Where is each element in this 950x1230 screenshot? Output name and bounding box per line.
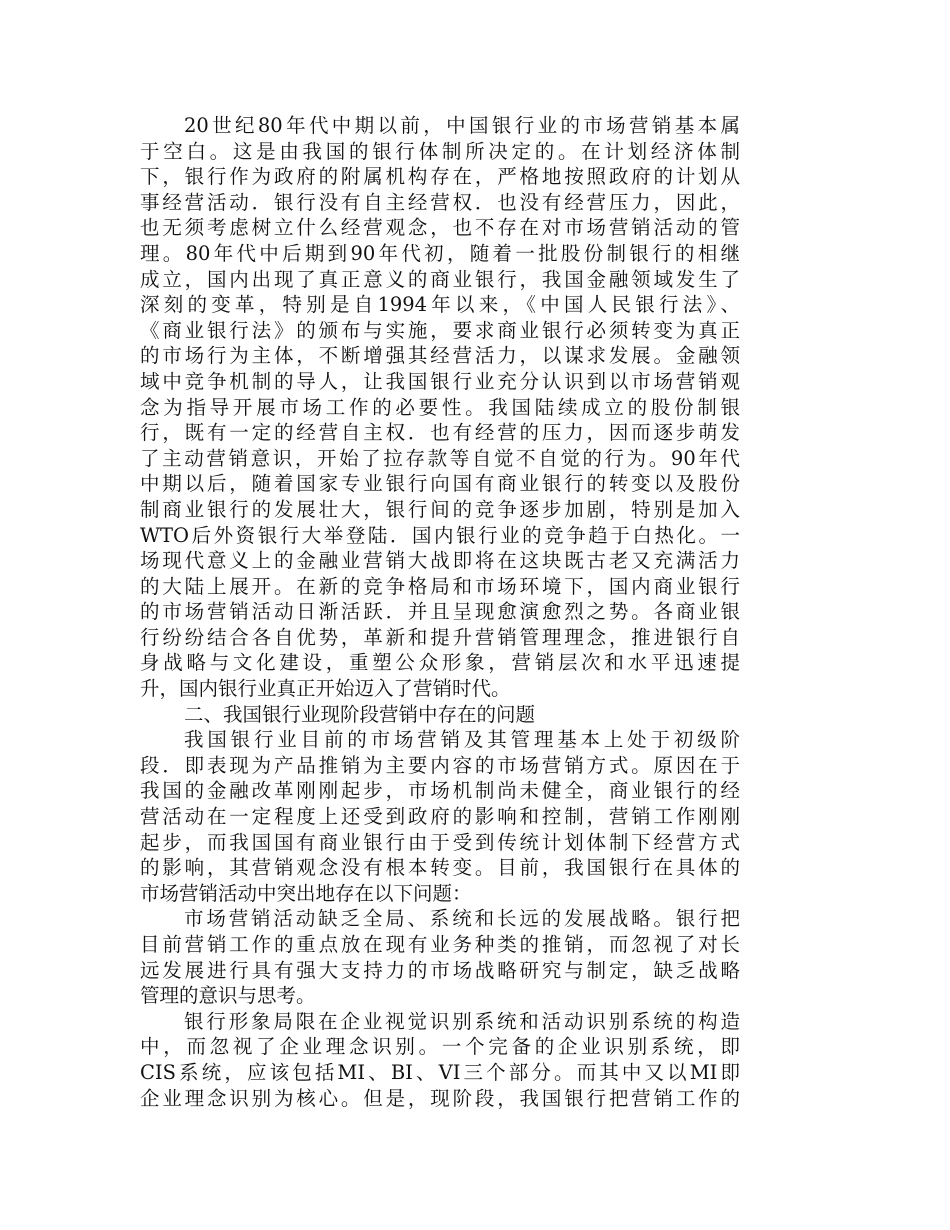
text-line: 成立，国内出现了真正意义的商业银行，我国金融领域发生了 <box>140 267 740 291</box>
text-line: 深刻的变革，特别是自1994年以来，《中国人民银行法》、 <box>140 293 740 317</box>
text-line: 的市场行为主体，不断增强其经营活力，以谋求发展。金融领 <box>140 344 740 368</box>
text-line: 身战略与文化建设，重塑公众形象，营销层次和水平迅速提 <box>140 651 740 675</box>
text-line: 于空白。这是由我国的银行体制所决定的。在计划经济体制 <box>140 139 740 163</box>
text-line: 的大陆上展开。在新的竞争格局和市场环境下，国内商业银行 <box>140 574 740 598</box>
text-line: 也无须考虑树立什么经营观念，也不存在对市场营销活动的管 <box>140 216 740 240</box>
text-line: 《商业银行法》的颁布与实施，要求商业银行必须转变为真正 <box>140 318 740 342</box>
text-line: 中期以后，随着国家专业银行向国有商业银行的转变以及股份 <box>140 472 740 496</box>
text-line: 二、我国银行业现阶段营销中存在的问题 <box>184 702 536 726</box>
text-line: 段．即表现为产品推销为主要内容的市场营销方式。原因在于 <box>140 753 740 777</box>
text-line: CIS系统，应该包括MI、BI、VI三个部分。而其中又以MI即 <box>140 1060 740 1084</box>
text-line: 行，既有一定的经营自主权．也有经营的压力，因而逐步萌发 <box>140 421 740 445</box>
text-line: 营活动在一定程度上还受到政府的影响和控制，营销工作刚刚 <box>140 805 740 829</box>
document-body <box>140 113 740 1111</box>
text-line: 企业理念识别为核心。但是，现阶段，我国银行把营销工作的 <box>140 1086 740 1110</box>
text-line: 域中竞争机制的导人，让我国银行业充分认识到以市场营销观 <box>140 369 740 393</box>
text-line: 20世纪80年代中期以前，中国银行业的市场营销基本属 <box>184 114 740 137</box>
text-line: 银行形象局限在企业视觉识别系统和活动识别系统的构造 <box>184 1009 740 1033</box>
text-line: 行纷纷结合各自优势，革新和提升营销管理理念，推进银行自 <box>140 625 740 649</box>
text-line: 目前营销工作的重点放在现有业务种类的推销，而忽视了对长 <box>140 933 740 956</box>
text-line: 管理的意识与思考。 <box>140 984 316 1008</box>
text-line: 制商业银行的发展壮大，银行间的竞争逐步加剧，特别是加入 <box>140 497 740 521</box>
text-line: 远发展进行具有强大支持力的市场战略研究与制定，缺乏战略 <box>140 958 740 982</box>
text-line: 中，而忽视了企业理念识别。一个完备的企业识别系统，即 <box>140 1035 740 1059</box>
text-line: 起步，而我国国有商业银行由于受到传统计划体制下经营方式 <box>140 830 740 854</box>
text-line: 的市场营销活动日渐活跃．并且呈现愈演愈烈之势。各商业银 <box>140 600 740 624</box>
text-line: 理。80年代中后期到90年代初，随着一批股份制银行的相继 <box>140 241 740 265</box>
text-line: 念为指导开展市场工作的必要性。我国陆续成立的股份制银 <box>140 395 740 419</box>
text-line: 下，银行作为政府的附属机构存在，严格地按照政府的计划从 <box>140 165 740 189</box>
text-line: 了主动营销意识，开始了拉存款等自觉不自觉的行为。90年代 <box>140 446 740 470</box>
text-line: WTO后外资银行大举登陆．国内银行业的竞争趋于白热化。一 <box>140 523 740 547</box>
text-line: 我国银行业目前的市场营销及其管理基本上处于初级阶 <box>184 728 740 752</box>
text-line: 市场营销活动缺乏全局、系统和长远的发展战略。银行把 <box>184 907 740 931</box>
text-line: 我国的金融改革刚刚起步，市场机制尚未健全，商业银行的经 <box>140 779 740 803</box>
text-line: 升，国内银行业真正开始迈入了营销时代。 <box>140 677 511 701</box>
text-line: 事经营活动．银行没有自主经营权．也没有经营压力，因此， <box>140 190 740 214</box>
text-line: 市场营销活动中突出地存在以下问题： <box>140 881 472 905</box>
text-line: 的影响，其营销观念没有根本转变。目前，我国银行在具体的 <box>140 856 740 880</box>
text-line: 场现代意义上的金融业营销大战即将在这块既古老又充满活力 <box>140 549 740 573</box>
